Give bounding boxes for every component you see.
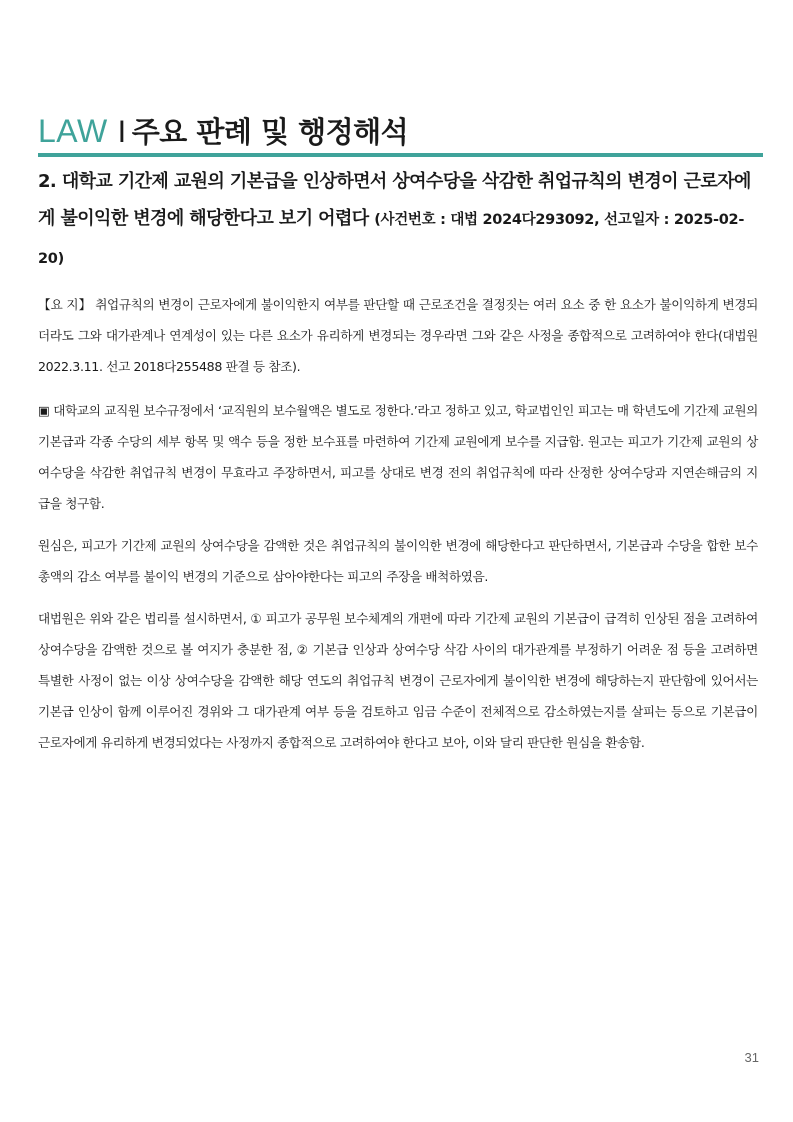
case-title	[38, 163, 758, 278]
summary-paragraph: 【요 지】 취업규칙의 변경이 근로자에게 불이익한지 여부를 판단할 때 근로조건을 결정짓는 여러 요소 중 한 요소가 불이익하게 변경되더라도 그와 대가관계나 연계성이 있는 다른 요소가 유리하게 변경되는 경우라면 그와 같은 사정을 종합적으로 고려하여야 한다(대법원 2022.3.11. 선고 2018다255488 판결 등 참조).	[38, 297, 758, 374]
case-title-main: 2. 대학교 기간제 교원의 기본급을 인상하면서 상여수당을 삭감한 취업규칙의 변경이 근로자에게 불이익한 변경에 해당한다고 보기 어렵다	[38, 171, 751, 229]
law-label: LAW	[38, 113, 108, 149]
header-divider	[38, 153, 763, 157]
supreme-court-paragraph: 대법원은 위와 같은 법리를 설시하면서, ① 피고가 공무원 보수체계의 개편에 따라 기간제 교원의 기본급이 급격히 인상된 점을 고려하여 상여수당을 감액한 것으로 볼 여지가 충분한 점, ② 기본급 인상과 상여수당 삭감 사이의 대가관계를 부정하기 어려운 점 등을 고려하면 특별한 사정이 없는 이상 상여수당을 감액한 해당 연도의 취업규칙 변경이 근로자에게 불이익한 변경에 해당하는지 판단함에 있어서는 기본급 인상이 함께 이루어진 경위와 그 대가관계 여부 등을 검토하고 임금 수준이 전체적으로 감소하였는지를 살피는 등으로 기본급이 근로자에게 유리하게 변경되었다는 사정까지 종합적으로 고려하여야 한다고 보아, 이와 달리 판단한 원심을 환송함.	[38, 611, 758, 750]
section-title	[38, 112, 763, 151]
page-number: 31	[744, 1050, 759, 1065]
case-title-meta: (사건번호 : 대법 2024다293092, 선고일자 : 2025-02-20)	[38, 212, 745, 267]
facts-paragraph: ▣ 대학교의 교직원 보수규정에서 ‘교직원의 보수월액은 별도로 정한다.’라고 정하고 있고, 학교법인인 피고는 매 학년도에 기간제 교원의 기본급과 각종 수당의 세부 항목 및 액수 등을 정한 보수표를 마련하여 기간제 교원에게 보수를 지급함. 원고는 피고가 기간제 교원의 상여수당을 삭감한 취업규칙 변경이 무효라고 주장하면서, 피고를 상대로 변경 전의 취업규칙에 따라 산정한 상여수당과 지연손해금의 지급을 청구함.	[38, 403, 758, 511]
lower-court-paragraph: 원심은, 피고가 기간제 교원의 상여수당을 감액한 것은 취업규칙의 불이익한 변경에 해당한다고 판단하면서, 기본급과 수당을 합한 보수 총액의 감소 여부를 불이익 변경의 기준으로 삼아야한다는 피고의 주장을 배척하였음.	[38, 538, 758, 584]
section-header	[38, 112, 763, 157]
section-title-text: 주요 판례 및 행정해석	[131, 115, 409, 149]
title-separator: I	[117, 115, 126, 149]
